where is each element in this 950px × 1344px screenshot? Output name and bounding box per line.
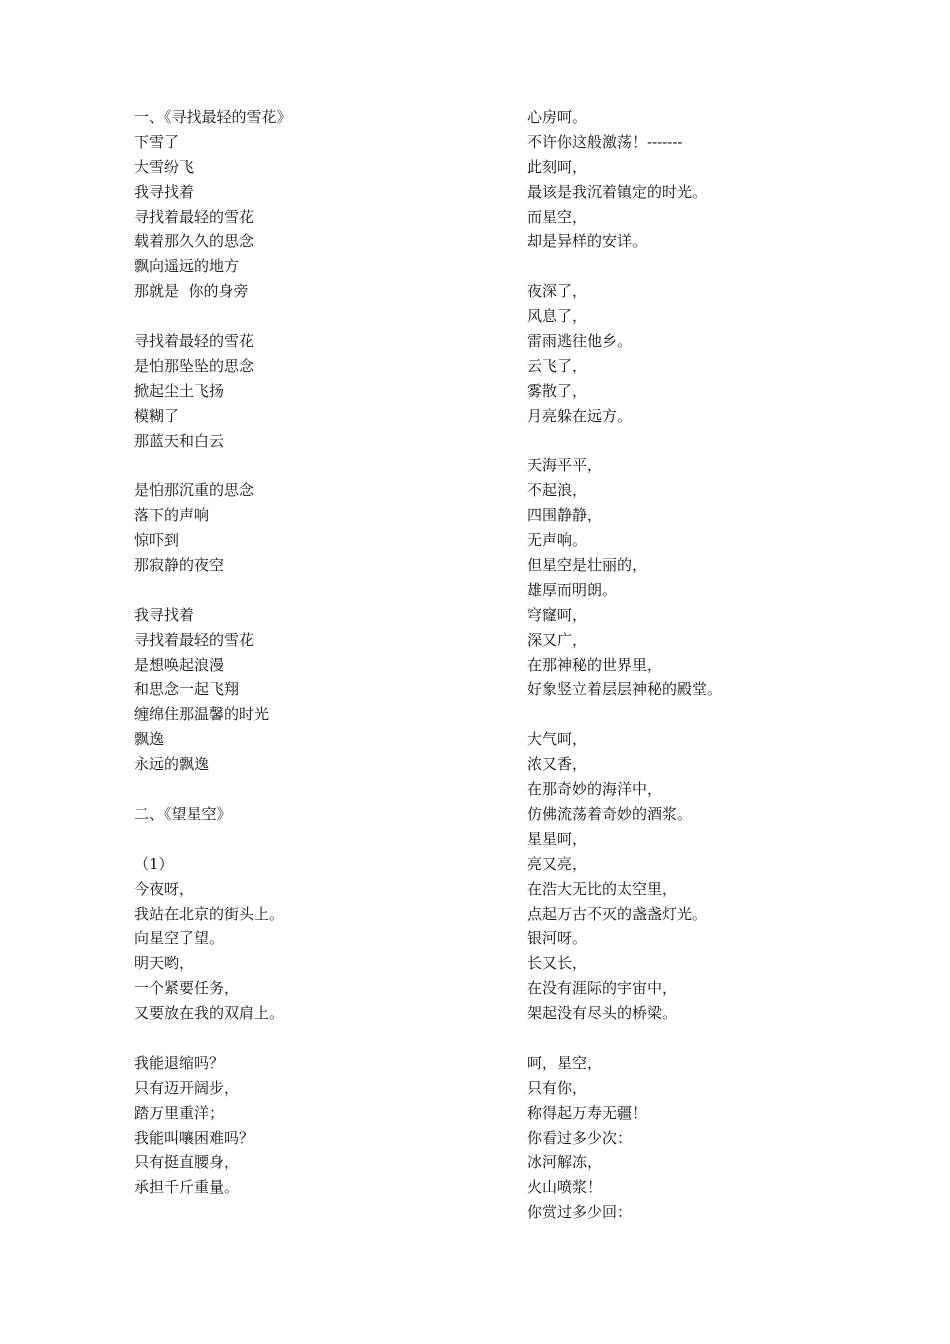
poem-line: 是怕那沉重的思念: [134, 481, 255, 500]
poem-line: 我寻找着: [134, 182, 195, 201]
poem-line: 雄厚而明朗。: [527, 580, 618, 599]
poem-line: 今夜呀，: [134, 879, 195, 898]
poem-line: 银河呀。: [527, 929, 588, 948]
poem-line: [527, 702, 907, 727]
poem-line: 此刻呵，: [527, 157, 588, 176]
poem-line: 我寻找着: [134, 605, 195, 624]
poem-line: 心房呵。: [527, 108, 588, 126]
poem-line: 我站在北京的街头上。: [134, 904, 285, 923]
poem-line: 月亮躲在远方。: [527, 406, 633, 425]
poem-line: （1）: [134, 854, 174, 873]
poem-line: 是想唤起浪漫: [134, 655, 225, 674]
poem-line: 飘向遥远的地方: [134, 257, 240, 276]
poem-line: 你赏过多少回：: [527, 1203, 633, 1222]
poem-line: 和思念一起飞翔: [134, 680, 240, 699]
poem-line: 大雪纷飞: [134, 157, 195, 176]
poem-line: 二、《望星空》: [134, 804, 232, 823]
poem-line: 不许你这般激荡！-------: [527, 132, 683, 151]
left-text-column: [134, 105, 494, 1200]
poem-line: 但星空是壮丽的，: [527, 556, 648, 575]
poem-line: 在那神秘的世界里，: [527, 655, 663, 674]
poem-line: 最该是我沉着镇定的时光。: [527, 182, 708, 201]
poem-line: 只有迈开阔步，: [134, 1078, 240, 1097]
poem-line: [134, 453, 494, 478]
poem-line: 踏万里重洋；: [134, 1103, 225, 1122]
poem-line: 亮又亮，: [527, 854, 588, 873]
poem-line: 浓又香，: [527, 755, 588, 774]
poem-line: 掀起尘土飞扬: [134, 381, 225, 400]
poem-line: 风息了，: [527, 307, 588, 326]
poem-line: 一、《寻找最轻的雪花》: [134, 108, 292, 126]
poem-line: 寻找着最轻的雪花: [134, 332, 255, 351]
poem-line: 称得起万寿无疆！: [527, 1103, 648, 1122]
poem-line: [134, 827, 494, 852]
poem-line: 无声响。: [527, 531, 588, 550]
poem-line: 承担千斤重量。: [134, 1178, 240, 1197]
poem-line: 在浩大无比的太空里，: [527, 879, 678, 898]
poem-line: 我能叫嚷困难吗？: [134, 1128, 255, 1147]
poem-line: 夜深了，: [527, 282, 588, 301]
poem-line: 载着那久久的思念: [134, 232, 255, 251]
poem-line: 又要放在我的双肩上。: [134, 1004, 285, 1023]
poem-line: 在那奇妙的海洋中，: [527, 780, 663, 799]
poem-line: [134, 1026, 494, 1051]
poem-line: 是怕那坠坠的思念: [134, 356, 255, 375]
poem-line: 那就是 你的身旁: [134, 282, 249, 301]
poem-line: 架起没有尽头的桥梁。: [527, 1004, 678, 1023]
poem-line: [527, 429, 907, 454]
poem-line: 长又长，: [527, 954, 588, 973]
poem-line: 一个紧要任务，: [134, 979, 240, 998]
poem-line: 好象竖立着层层神秘的殿堂。: [527, 680, 723, 699]
poem-line: 雷雨逃往他乡。: [527, 332, 633, 351]
poem-line: 呵，星空，: [527, 1053, 603, 1072]
poem-line: 四围静静，: [527, 506, 603, 525]
poem-line: 向星空了望。: [134, 929, 225, 948]
poem-line: 飘逸: [134, 730, 165, 749]
poem-line: 只有你，: [527, 1078, 588, 1097]
poem-line: [134, 578, 494, 603]
poem-line: 那寂静的夜空: [134, 556, 225, 575]
right-text-column: [527, 105, 907, 1225]
poem-line: 不起浪，: [527, 481, 588, 500]
poem-line: 寻找着最轻的雪花: [134, 630, 255, 649]
poem-line: 永远的飘逸: [134, 755, 210, 774]
poem-line: 云飞了，: [527, 356, 588, 375]
poem-line: 雾散了，: [527, 381, 588, 400]
poem-line: 深又广，: [527, 630, 588, 649]
poem-line: [527, 254, 907, 279]
poem-line: 明天哟，: [134, 954, 195, 973]
poem-line: 却是异样的安详。: [527, 232, 648, 251]
poem-line: [134, 304, 494, 329]
poem-line: 火山喷浆！: [527, 1178, 603, 1197]
poem-line: 穹窿呵，: [527, 605, 588, 624]
poem-line: 大气呵，: [527, 730, 588, 749]
poem-line: 点起万古不灭的盏盏灯光。: [527, 904, 708, 923]
poem-line: 惊吓到: [134, 531, 180, 550]
poem-line: 下雪了: [134, 132, 180, 151]
poem-line: 星星呵，: [527, 829, 588, 848]
poem-line: 只有挺直腰身，: [134, 1153, 240, 1172]
poem-line: 天海平平，: [527, 456, 603, 475]
poem-line: 仿佛流荡着奇妙的酒浆。: [527, 804, 693, 823]
poem-line: 冰河解冻，: [527, 1153, 603, 1172]
poem-line: 在没有涯际的宇宙中，: [527, 979, 678, 998]
poem-line: 我能退缩吗？: [134, 1053, 225, 1072]
poem-line: 寻找着最轻的雪花: [134, 207, 255, 226]
poem-line: 你看过多少次：: [527, 1128, 633, 1147]
poem-line: 缠绵住那温馨的时光: [134, 705, 270, 724]
poem-line: [134, 777, 494, 802]
poem-line: [527, 1026, 907, 1051]
poem-line: 落下的声响: [134, 506, 210, 525]
poem-line: 那蓝天和白云: [134, 431, 225, 450]
poem-line: 模糊了: [134, 406, 180, 425]
poem-line: 而星空，: [527, 207, 588, 226]
